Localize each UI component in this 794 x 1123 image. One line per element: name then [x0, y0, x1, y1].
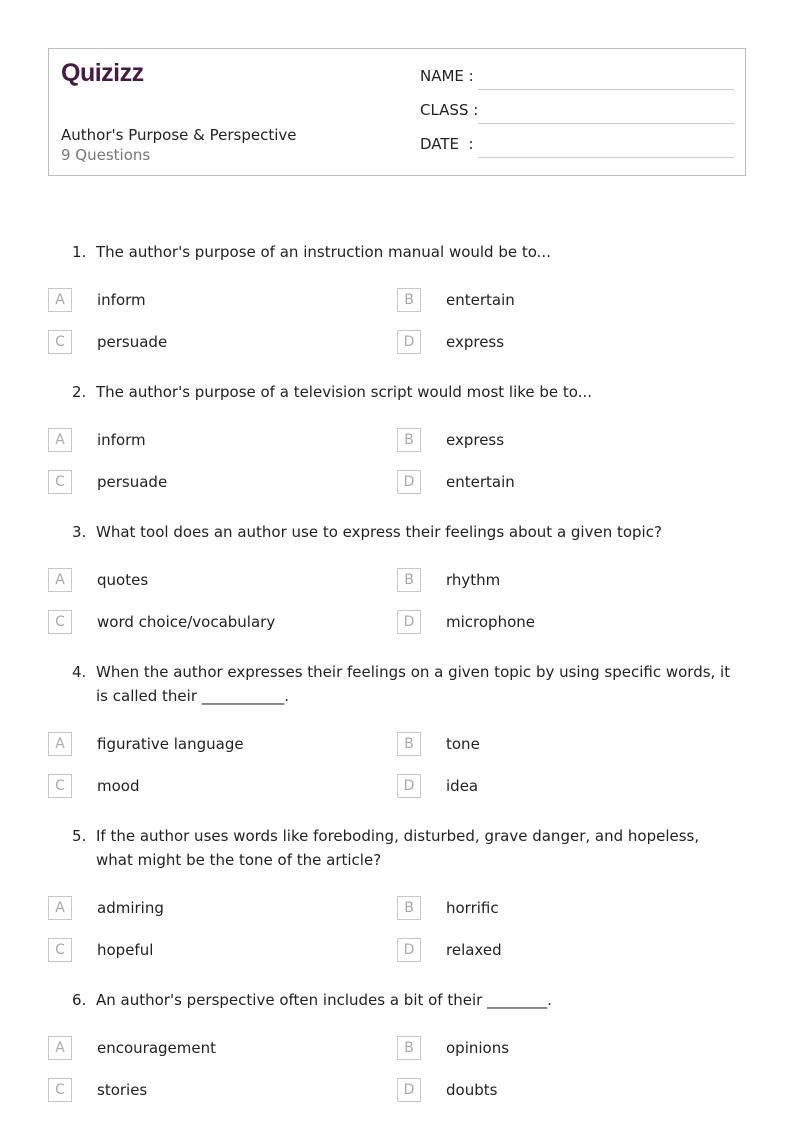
option-letter-box: C: [48, 774, 72, 798]
option-letter-box: C: [48, 938, 72, 962]
answer-option[interactable]: [397, 765, 744, 807]
answer-option[interactable]: [48, 419, 397, 461]
option-text: inform: [97, 431, 146, 449]
option-text: idea: [446, 777, 479, 795]
option-text: word choice/vocabulary: [97, 613, 276, 631]
option-letter-box: C: [48, 330, 72, 354]
option-text: express: [446, 333, 505, 351]
option-text: encouragement: [97, 1039, 217, 1057]
option-text: express: [446, 431, 505, 449]
option-text: microphone: [446, 613, 535, 631]
option-letter-box: B: [397, 568, 421, 592]
question-number: [48, 240, 96, 264]
quizizz-logo: Quizizz: [61, 59, 144, 87]
option-letter-box: D: [397, 330, 421, 354]
option-text: hopeful: [97, 941, 154, 959]
question: [48, 240, 744, 363]
option-letter-box: D: [397, 610, 421, 634]
option-text: mood: [97, 777, 140, 795]
option-letter-box: D: [397, 938, 421, 962]
question-number-text: 2.: [72, 383, 87, 401]
question-number-text: 6.: [72, 991, 87, 1009]
option-text: inform: [97, 291, 146, 309]
question-number: [48, 824, 96, 872]
answer-option[interactable]: [397, 601, 744, 643]
question-text: An author's perspective often includes a bit of their ________.: [96, 991, 552, 1009]
answer-options: [48, 559, 744, 643]
option-letter-box: B: [397, 288, 421, 312]
class-line: [478, 123, 734, 124]
answer-option[interactable]: [48, 1069, 397, 1111]
answer-option[interactable]: [397, 321, 744, 363]
question-text: The author's purpose of an instruction manual would be to...: [96, 243, 551, 261]
worksheet-header: [48, 48, 746, 176]
worksheet-title: Author's Purpose & Perspective: [61, 126, 297, 144]
date-label: DATE :: [420, 135, 474, 153]
option-letter-box: C: [48, 470, 72, 494]
answer-options: [48, 279, 744, 363]
answer-option[interactable]: [397, 723, 744, 765]
name-line: [478, 89, 734, 90]
question-number-text: 5.: [72, 827, 87, 845]
option-text: tone: [446, 735, 480, 753]
option-letter-box: A: [48, 732, 72, 756]
option-letter-box: B: [397, 1036, 421, 1060]
question-number-text: 4.: [72, 663, 87, 681]
option-letter-box: A: [48, 428, 72, 452]
question-text: If the author uses words like foreboding, disturbed, grave danger, and hopeless, what might be the tone of the article?: [96, 827, 700, 869]
answer-options: [48, 1027, 744, 1111]
option-text: admiring: [97, 899, 164, 917]
option-letter-box: D: [397, 774, 421, 798]
name-field[interactable]: [420, 67, 734, 91]
answer-option[interactable]: [397, 559, 744, 601]
option-letter-box: B: [397, 428, 421, 452]
option-text: rhythm: [446, 571, 501, 589]
question-number: [48, 660, 96, 708]
answer-options: [48, 887, 744, 971]
question: [48, 660, 744, 807]
option-letter-box: C: [48, 610, 72, 634]
answer-option[interactable]: [397, 1069, 744, 1111]
answer-option[interactable]: [48, 1027, 397, 1069]
answer-option[interactable]: [397, 279, 744, 321]
option-text: stories: [97, 1081, 148, 1099]
option-letter-box: A: [48, 896, 72, 920]
question-number-text: 1.: [72, 243, 87, 261]
option-text: quotes: [97, 571, 149, 589]
option-letter-box: D: [397, 470, 421, 494]
answer-option[interactable]: [48, 887, 397, 929]
answer-options: [48, 723, 744, 807]
option-letter-box: A: [48, 288, 72, 312]
date-line: [478, 157, 734, 158]
question: [48, 380, 744, 503]
option-text: entertain: [446, 291, 515, 309]
option-letter-box: B: [397, 896, 421, 920]
class-label: CLASS :: [420, 101, 479, 119]
answer-option[interactable]: [397, 887, 744, 929]
option-text: persuade: [97, 473, 168, 491]
answer-option[interactable]: [48, 765, 397, 807]
question: [48, 520, 744, 643]
option-text: horrific: [446, 899, 499, 917]
question-text: The author's purpose of a television script would most like be to...: [96, 383, 593, 401]
option-text: entertain: [446, 473, 515, 491]
option-letter-box: C: [48, 1078, 72, 1102]
question-number-text: 3.: [72, 523, 87, 541]
question-text: When the author expresses their feelings on a given topic by using specific words, it is called their ___________.: [96, 663, 731, 705]
answer-option[interactable]: [48, 723, 397, 765]
answer-option[interactable]: [48, 601, 397, 643]
option-letter-box: A: [48, 568, 72, 592]
option-letter-box: D: [397, 1078, 421, 1102]
name-label: NAME :: [420, 67, 474, 85]
answer-option[interactable]: [48, 461, 397, 503]
question-number: [48, 988, 96, 1012]
option-letter-box: B: [397, 732, 421, 756]
question: [48, 988, 744, 1111]
option-text: persuade: [97, 333, 168, 351]
answer-option[interactable]: [48, 321, 397, 363]
question-number: [48, 520, 96, 544]
date-field[interactable]: [420, 135, 734, 159]
answer-option[interactable]: [397, 929, 744, 971]
option-letter-box: A: [48, 1036, 72, 1060]
option-text: doubts: [446, 1081, 498, 1099]
question-number: [48, 380, 96, 404]
option-text: opinions: [446, 1039, 510, 1057]
question-list: [48, 240, 744, 1123]
class-field[interactable]: [420, 101, 734, 125]
answer-option[interactable]: [48, 929, 397, 971]
answer-option[interactable]: [397, 461, 744, 503]
question-text: What tool does an author use to express their feelings about a given topic?: [96, 523, 662, 541]
answer-option[interactable]: [397, 419, 744, 461]
question-count: 9 Questions: [61, 146, 151, 164]
answer-options: [48, 419, 744, 503]
answer-option[interactable]: [48, 559, 397, 601]
option-text: relaxed: [446, 941, 502, 959]
answer-option[interactable]: [397, 1027, 744, 1069]
option-text: figurative language: [97, 735, 244, 753]
question: [48, 824, 744, 971]
answer-option[interactable]: [48, 279, 397, 321]
